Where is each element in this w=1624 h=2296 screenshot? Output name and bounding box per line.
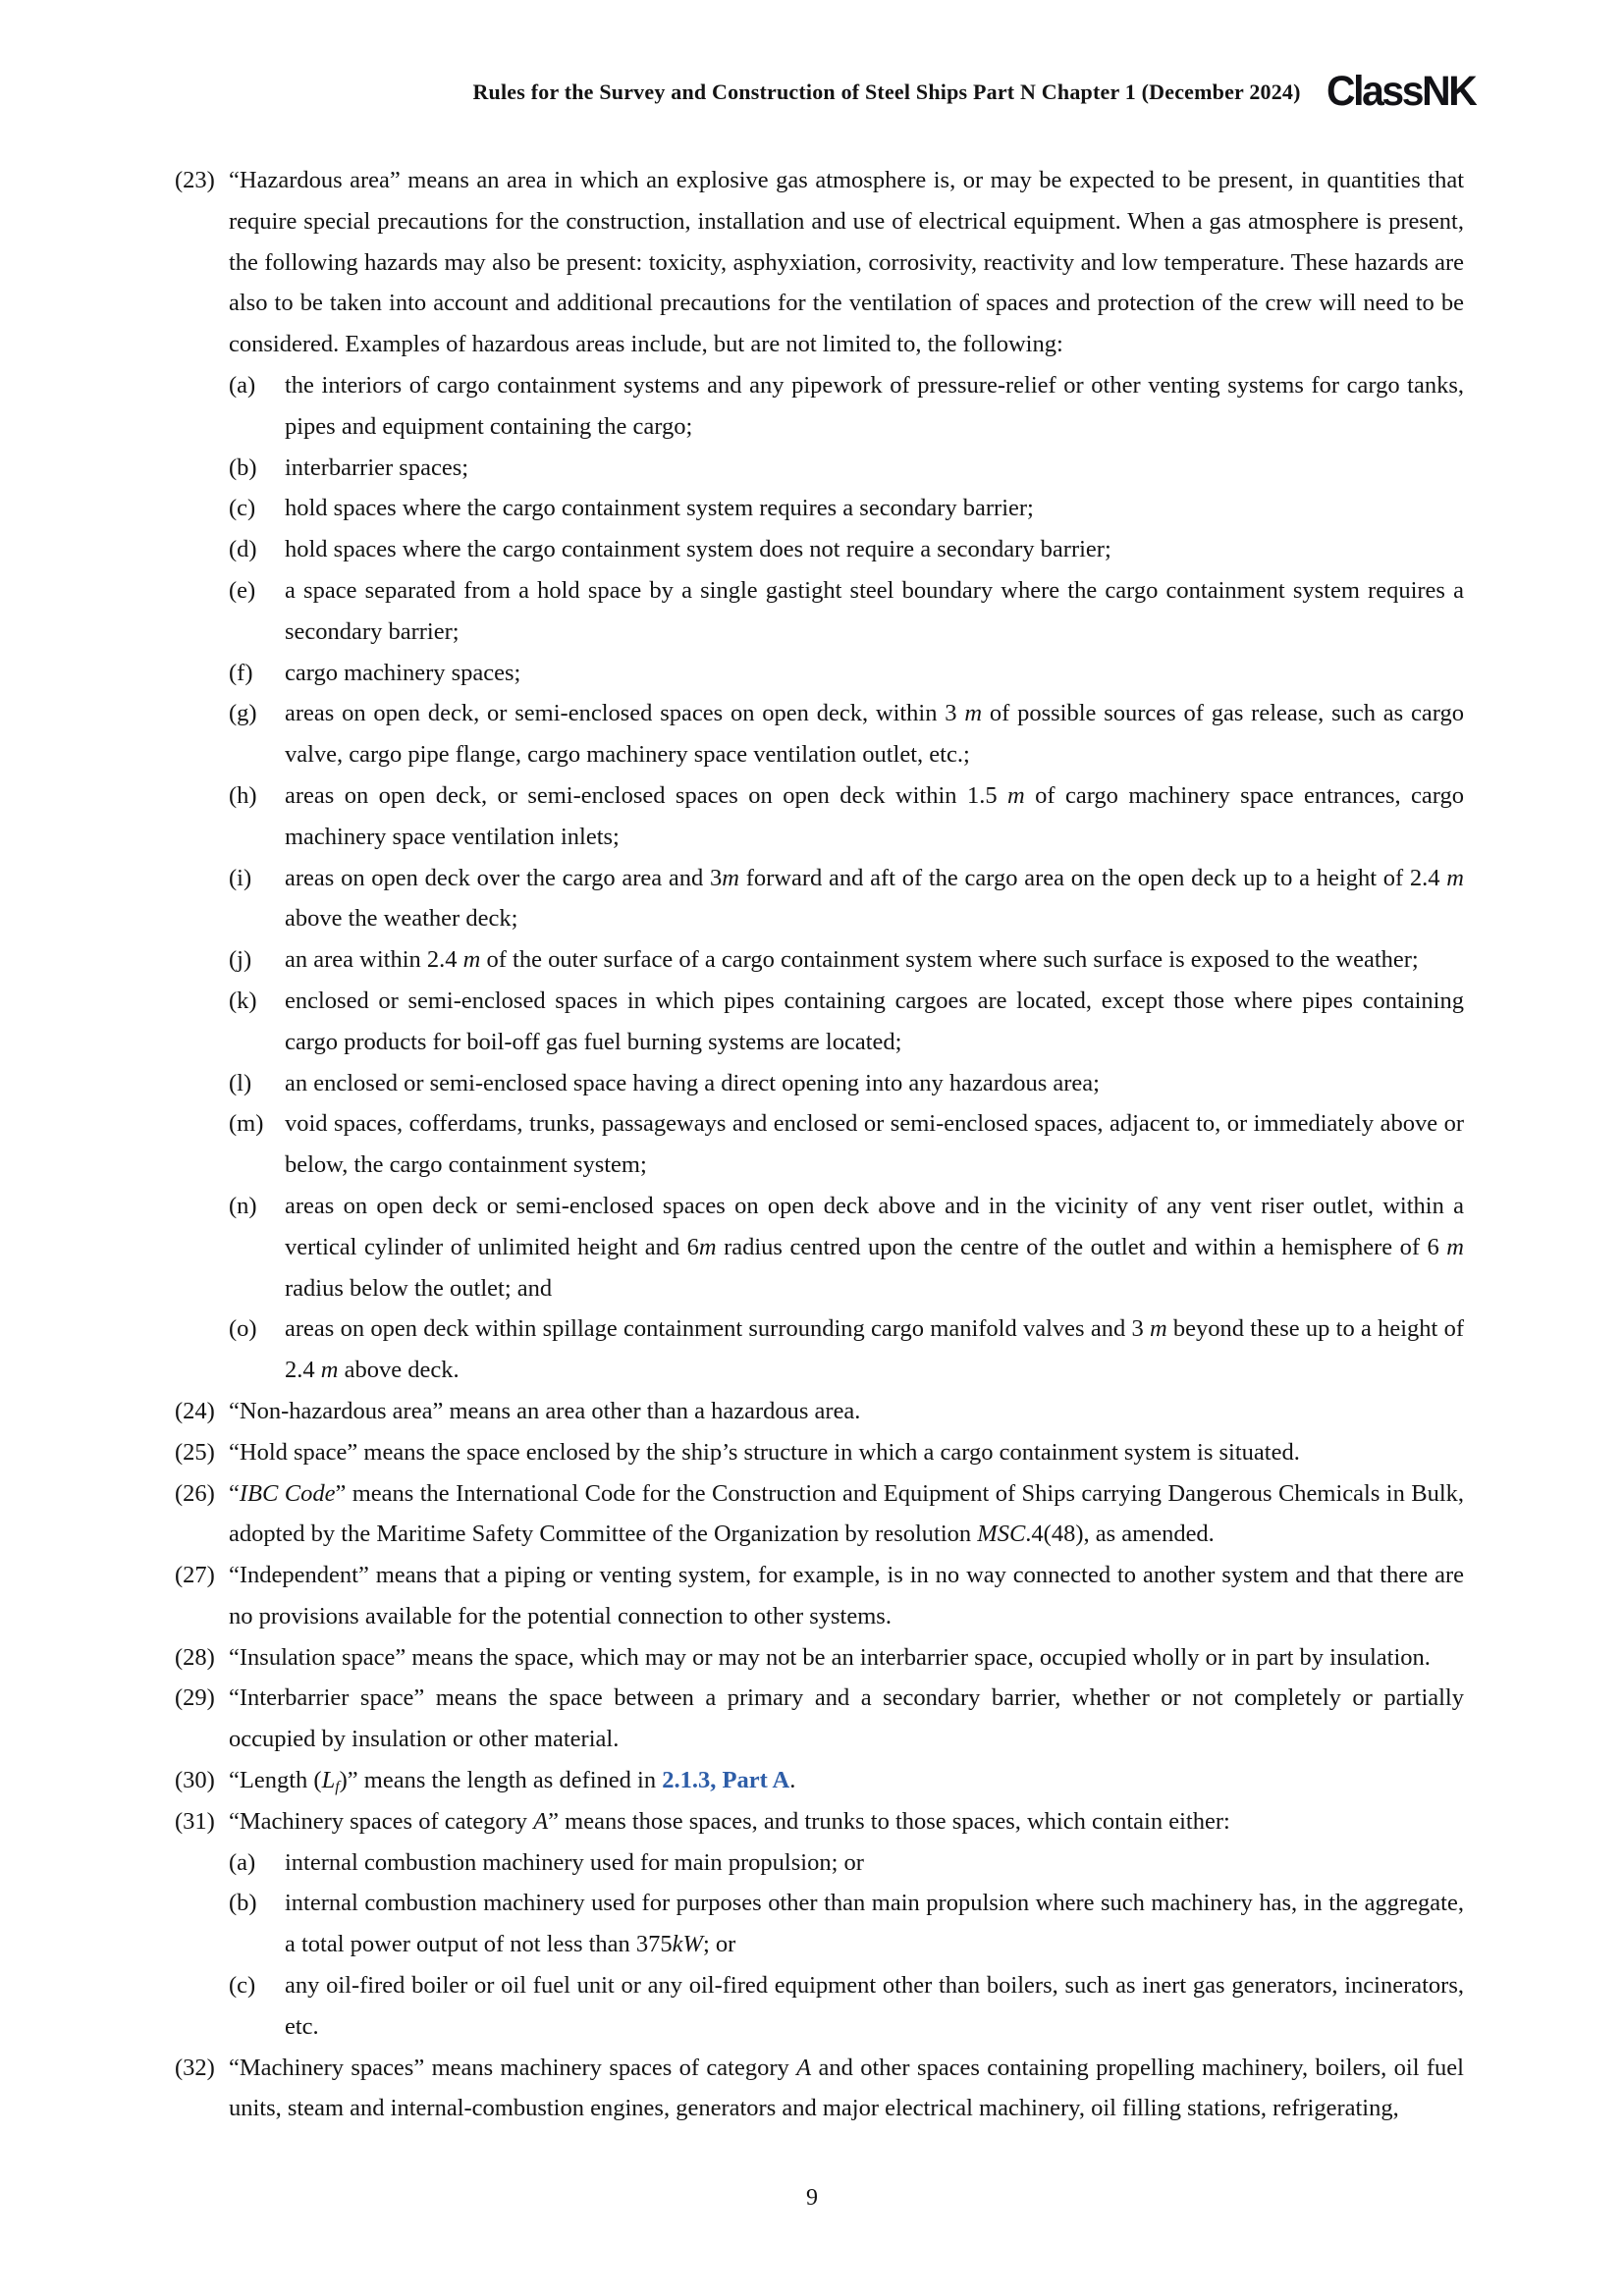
body-text: interbarrier spaces;	[285, 454, 469, 481]
classnk-logo: ClassNK	[1326, 68, 1475, 115]
subitem-text	[285, 865, 1464, 933]
sub-list-item	[229, 570, 1464, 653]
body-text: “Hazardous area” means an area in which an explosive gas atmosphere is, or may be expected to be present, in quantities that require special precautions for the construction, installation and use of electrical equipment. When a gas atmosphere is present, the following hazards may also be present: toxicity, asphyxiation, corrosivity, reactivity and low temperature. These hazards are also to be taken into account and additional precautions for the ventilation of spaces and protection of the crew will need to be considered. Examples of hazardous areas include, but are not limited to, the following:	[229, 167, 1464, 358]
body-text: “	[229, 1479, 240, 1507]
sub-list-item	[229, 1883, 1464, 1965]
sub-list-item	[229, 1842, 1464, 1884]
sub-list-item	[229, 775, 1464, 858]
item-text	[229, 2055, 1464, 2122]
subitem-letter: (b)	[229, 454, 257, 481]
emphasis-text: L	[321, 1767, 336, 1794]
subscript-text: f	[335, 1779, 340, 1796]
body-text: “Interbarrier space” means the space between a primary and a secondary barrier, whether or not completely or partially occupied by insulation or other material.	[229, 1684, 1464, 1753]
subitem-text	[285, 536, 1111, 562]
body-text: forward and aft of the cargo area on the open deck up to a height of 2.4	[738, 864, 1447, 891]
sub-list-item	[229, 529, 1464, 570]
subitem-letter: (d)	[229, 536, 257, 563]
list-item	[175, 1473, 1464, 1556]
subitem-letter: (c)	[229, 1972, 256, 2000]
sub-list-item	[229, 1063, 1464, 1104]
body-text: void spaces, cofferdams, trunks, passageways and enclosed or semi-enclosed spaces, adjacent to, or immediately above or below, the cargo containment system;	[285, 1110, 1464, 1179]
sub-list-item	[229, 488, 1464, 529]
list-item	[175, 2048, 1464, 2130]
emphasis-text: m	[462, 946, 481, 974]
body-text: areas on open deck over the cargo area and 3	[285, 864, 723, 891]
item-text	[229, 1644, 1431, 1671]
body-text: of the outer surface of a cargo containment system where such surface is exposed to the weather;	[480, 946, 1419, 974]
list-item	[175, 1391, 1464, 1432]
subitem-text	[285, 660, 520, 686]
subitem-text	[285, 1110, 1464, 1178]
item-number: (29)	[175, 1684, 215, 1712]
emphasis-text: m	[964, 700, 983, 727]
body-text: radius below the outlet; and	[285, 1274, 553, 1302]
emphasis-text: m	[1446, 864, 1464, 891]
subitem-letter: (f)	[229, 659, 253, 686]
emphasis-text: MSC	[977, 1521, 1026, 1548]
body-text: hold spaces where the cargo containment system does not require a secondary barrier;	[285, 536, 1111, 563]
subitem-letter: (k)	[229, 987, 257, 1014]
item-text	[229, 1562, 1464, 1629]
subitem-text	[285, 1890, 1464, 1957]
item-text	[229, 1808, 1230, 1835]
item-number: (23)	[175, 167, 215, 193]
subitem-letter: (a)	[229, 1848, 256, 1876]
sub-list-item	[229, 653, 1464, 694]
list-item	[175, 1760, 1464, 1801]
emphasis-text: IBC Code	[239, 1479, 336, 1507]
body-text: any oil-fired boiler or oil fuel unit or any oil-fired equipment other than boilers, such as inert gas generators, incinerators, etc.	[285, 1972, 1464, 2040]
emphasis-text: m	[1007, 781, 1025, 809]
body-text: enclosed or semi-enclosed spaces in which pipes containing cargoes are located, except those where pipes containing cargo products for boil-off gas fuel burning systems are located;	[285, 987, 1464, 1055]
body-text: of cargo machinery space entrances, cargo machinery space ventilation inlets;	[285, 781, 1465, 850]
subitem-letter: (i)	[229, 864, 252, 891]
subitem-text	[285, 495, 1034, 521]
page-number: 9	[806, 2185, 818, 2211]
list-item	[175, 1555, 1464, 1637]
body-text: a space separated from a hold space by a single gastight steel boundary where the cargo containment system requires a secondary barrier;	[285, 576, 1464, 645]
body-text: “Hold space” means the space enclosed by the ship’s structure in which a cargo containment system is situated.	[229, 1438, 1300, 1466]
subitem-text	[285, 1193, 1464, 1302]
sub-list-item	[229, 939, 1464, 981]
body-text: internal combustion machinery used for main propulsion; or	[285, 1848, 864, 1876]
body-text: “Independent” means that a piping or venting system, for example, is in no way connected to another system and that there are no provisions available for the potential connection to other systems.	[229, 1562, 1464, 1629]
subitem-text	[285, 700, 1464, 768]
item-number: (32)	[175, 2054, 215, 2081]
emphasis-text: m	[698, 1233, 717, 1260]
emphasis-text: m	[320, 1357, 339, 1384]
subitem-letter: (j)	[229, 946, 252, 974]
item-number: (26)	[175, 1479, 215, 1507]
item-number: (28)	[175, 1643, 215, 1671]
sub-list-item	[229, 1103, 1464, 1186]
emphasis-text: m	[1446, 1233, 1464, 1260]
body-text: areas on open deck within spillage containment surrounding cargo manifold valves and 3	[285, 1315, 1150, 1343]
subitem-text	[285, 1972, 1464, 2040]
cross-reference-link[interactable]: 2.1.3, Part A	[662, 1767, 790, 1794]
emphasis-text: A	[796, 2054, 812, 2081]
body-text: “Length (	[229, 1767, 322, 1794]
body-text: ” means those spaces, and trunks to those spaces, which contain either:	[548, 1807, 1230, 1835]
sub-list-item	[229, 981, 1464, 1063]
list-item	[175, 1637, 1464, 1679]
subitem-letter: (n)	[229, 1192, 257, 1219]
body-text: ; or	[702, 1931, 736, 1958]
sub-list-item	[229, 1965, 1464, 2048]
subitem-letter: (h)	[229, 781, 257, 809]
item-text	[229, 1767, 796, 1796]
list-item	[175, 1432, 1464, 1473]
subitem-letter: (l)	[229, 1069, 252, 1096]
sub-list-item	[229, 448, 1464, 489]
body-text: hold spaces where the cargo containment system requires a secondary barrier;	[285, 495, 1034, 522]
item-number: (31)	[175, 1807, 215, 1835]
header-title: Rules for the Survey and Construction of Steel Ships Part N Chapter 1 (December 2024)	[472, 79, 1301, 104]
item-number: (27)	[175, 1562, 215, 1589]
body-text: “Machinery spaces” means machinery spaces of category	[229, 2054, 797, 2081]
subitem-letter: (o)	[229, 1315, 257, 1343]
subitem-letter: (c)	[229, 495, 256, 522]
item-text	[229, 1480, 1464, 1548]
body-text: “Non-hazardous area” means an area other than a hazardous area.	[229, 1397, 861, 1424]
emphasis-text: m	[1149, 1315, 1167, 1343]
sub-list-item	[229, 858, 1464, 940]
emphasis-text: A	[533, 1807, 549, 1835]
subitem-text	[285, 782, 1464, 850]
item-text	[229, 1684, 1464, 1752]
sub-list-item	[229, 1186, 1464, 1308]
body-text: above the weather deck;	[285, 905, 518, 933]
sub-list-item	[229, 693, 1464, 775]
body-text: ” means the International Code for the Construction and Equipment of Ships carrying Dangerous Chemicals in Bulk, adopted by the Maritime Safety Committee of the Organization by resolution	[229, 1479, 1465, 1548]
body-text: “Insulation space” means the space, which may or may not be an interbarrier space, occupied wholly or in part by insulation.	[229, 1643, 1431, 1671]
body-text: )” means the length as defined in	[339, 1767, 663, 1794]
item-number: (25)	[175, 1438, 215, 1466]
subitem-letter: (a)	[229, 371, 256, 399]
body-text: an enclosed or semi-enclosed space having a direct opening into any hazardous area;	[285, 1069, 1100, 1096]
subitem-text	[285, 1070, 1100, 1096]
body-text: areas on open deck or semi-enclosed spaces on open deck above and in the vicinity of any vent riser outlet, within a vertical cylinder of unlimited height and 6	[285, 1192, 1464, 1260]
subitem-text	[285, 988, 1464, 1055]
emphasis-text: kW	[672, 1931, 703, 1958]
item-number: (24)	[175, 1397, 215, 1424]
body-text: the interiors of cargo containment systems and any pipework of pressure-relief or other venting systems for cargo tanks, pipes and equipment containing the cargo;	[285, 371, 1464, 440]
item-number: (30)	[175, 1767, 215, 1794]
sub-list-item	[229, 1308, 1464, 1391]
emphasis-text: m	[722, 864, 739, 891]
item-text	[229, 1398, 860, 1424]
body-text: radius centred upon the centre of the outlet and within a hemisphere of 6	[716, 1233, 1447, 1260]
subitem-letter: (m)	[229, 1110, 264, 1138]
body-text: “Machinery spaces of category	[229, 1807, 534, 1835]
body-text: beyond these up to a height of 2.4	[285, 1315, 1464, 1384]
subitem-letter: (b)	[229, 1890, 257, 1917]
body-text: above deck.	[338, 1357, 460, 1384]
body-text: of possible sources of gas release, such as cargo valve, cargo pipe flange, cargo machinery space ventilation outlet, etc.;	[285, 700, 1464, 769]
page-footer	[0, 2185, 1624, 2212]
page-header	[175, 68, 1475, 115]
subitem-text	[285, 1315, 1464, 1383]
body-text: areas on open deck, or semi-enclosed spaces on open deck, within 3	[285, 700, 965, 727]
list-item	[175, 1678, 1464, 1760]
body-text: .4(48), as amended.	[1025, 1521, 1215, 1548]
body-text: .	[789, 1767, 796, 1794]
subitem-text	[285, 1849, 864, 1876]
subitem-text	[285, 946, 1419, 973]
subitem-text	[285, 454, 468, 481]
body-text: areas on open deck, or semi-enclosed spaces on open deck within 1.5	[285, 781, 1007, 809]
body-text: and other spaces containing propelling machinery, boilers, oil fuel units, steam and internal-combustion engines, generators and major electrical machinery, oil filling stations, refrigerating,	[229, 2054, 1464, 2122]
subitem-letter: (e)	[229, 576, 256, 604]
item-text	[229, 1439, 1300, 1466]
definitions-list	[175, 160, 1464, 2129]
subitem-letter: (g)	[229, 700, 257, 727]
list-item	[175, 1801, 1464, 2048]
body-text: internal combustion machinery used for purposes other than main propulsion where such machinery has, in the aggregate, a total power output of not less than 375	[285, 1890, 1464, 1958]
item-text	[229, 167, 1464, 357]
sub-list-item	[229, 365, 1464, 448]
body-text: cargo machinery spaces;	[285, 659, 521, 686]
body-text: an area within 2.4	[285, 946, 463, 974]
list-item	[175, 160, 1464, 1391]
subitem-text	[285, 372, 1464, 440]
subitem-text	[285, 577, 1464, 645]
